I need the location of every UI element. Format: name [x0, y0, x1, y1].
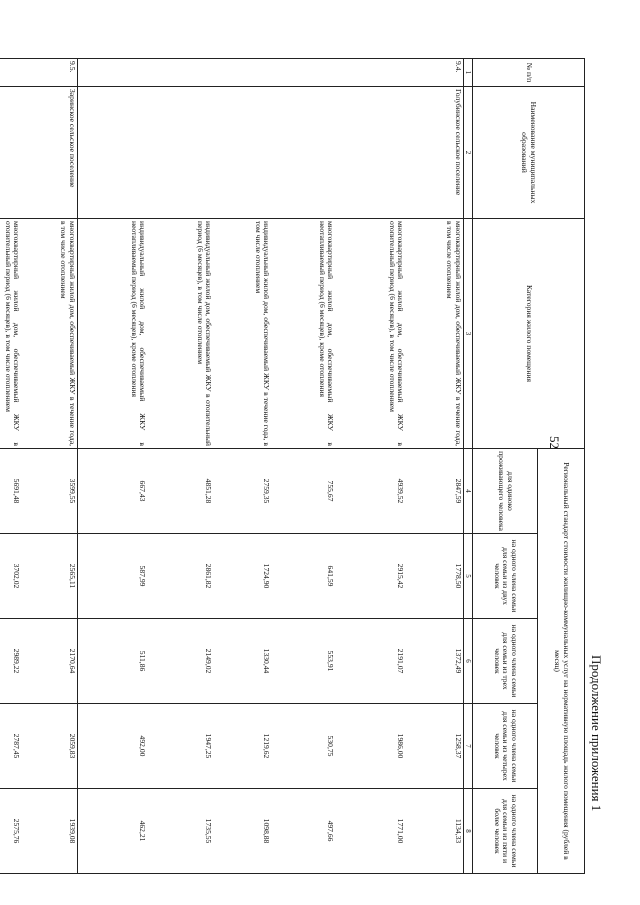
- header-municipality: Наименование муниципальных образований: [473, 87, 585, 219]
- value-cell: 1258,37: [405, 704, 463, 789]
- value-cell: 2847,59: [405, 449, 463, 534]
- value-cell: 3702,02: [0, 534, 21, 619]
- value-cell: 587,99: [77, 534, 147, 619]
- continuation-title: Продолжение приложения 1: [589, 655, 604, 812]
- value-cell: 2059,83: [21, 704, 77, 789]
- category-cell: индивидуальный жилой дом, обеспечиваемый ЖКУ в неотапливаемый период (6 месяцев), кроме отопления: [77, 219, 147, 449]
- value-cell: 2861,82: [147, 534, 213, 619]
- col-number: 1: [463, 59, 472, 87]
- header-category: Категория жилого помещения: [473, 219, 585, 449]
- value-cell: 1939,08: [21, 789, 77, 874]
- value-cell: 2565,11: [21, 534, 77, 619]
- value-cell: 1219,62: [213, 704, 271, 789]
- col-number: 4: [463, 449, 472, 534]
- section-9-5: [0, 59, 77, 874]
- value-cell: 2149,02: [147, 619, 213, 704]
- category-cell: индивидуальный жилой дом, обеспечиваемый ЖКУ в течение года, в том числе отоплением: [213, 219, 271, 449]
- value-cell: 2575,76: [0, 789, 21, 874]
- col-number: 8: [463, 789, 472, 874]
- value-cell: 1771,00: [335, 789, 405, 874]
- value-cell: 641,59: [271, 534, 335, 619]
- col-number: 2: [463, 87, 472, 219]
- value-cell: 1724,90: [213, 534, 271, 619]
- value-cell: 667,43: [77, 449, 147, 534]
- category-cell: индивидуальный жилой дом, обеспечиваемый ЖКУ в отопительный период (6 месяцев), в том числе отоплением: [147, 219, 213, 449]
- value-cell: 2759,35: [213, 449, 271, 534]
- col-number: 5: [463, 534, 472, 619]
- category-cell: многоквартирный жилой дом, обеспечиваемый ЖКУ в неотапливаемый период (6 месяцев), кроме отопления: [271, 219, 335, 449]
- header-sub3: на одного члена семьи для семьи из трех человек: [473, 619, 538, 704]
- tariff-table: [0, 58, 585, 874]
- section-number: 9.5.: [0, 59, 77, 87]
- category-cell: многоквартирный жилой дом, обеспечиваемый ЖКУ в течение года, в том числе отоплением: [21, 219, 77, 449]
- header-no: № п/п: [473, 59, 585, 87]
- value-cell: 497,66: [271, 789, 335, 874]
- value-cell: 1330,44: [213, 619, 271, 704]
- value-cell: 530,75: [271, 704, 335, 789]
- section-number: 9.4.: [77, 59, 463, 87]
- value-cell: 4939,52: [335, 449, 405, 534]
- value-cell: 1134,33: [405, 789, 463, 874]
- municipality-name: Заринское сельское поселение: [0, 87, 77, 219]
- page-number: 52: [547, 436, 562, 449]
- category-cell: многоквартирный жилой дом, обеспечиваемый ЖКУ в отопительный период (6 месяцев), в том числе отоплением: [335, 219, 405, 449]
- value-cell: 1947,25: [147, 704, 213, 789]
- section-9-4: [77, 59, 463, 874]
- header-sub4: на одного члена семьи для семьи из четырех человек: [473, 704, 538, 789]
- value-cell: 5691,48: [0, 449, 21, 534]
- col-number: 6: [463, 619, 472, 704]
- value-cell: 492,00: [77, 704, 147, 789]
- value-cell: 2170,64: [21, 619, 77, 704]
- value-cell: 1735,55: [147, 789, 213, 874]
- value-cell: 553,91: [271, 619, 335, 704]
- value-cell: 2989,22: [0, 619, 21, 704]
- col-number: 7: [463, 704, 472, 789]
- value-cell: 3599,55: [21, 449, 77, 534]
- header-sub5: на одного члена семьи для семьи из пяти и более человек: [473, 789, 538, 874]
- category-cell: многоквартирный жилой дом, обеспечиваемый ЖКУ в отопительный период (6 месяцев), в том числе отоплением: [0, 219, 21, 449]
- value-cell: 1372,49: [405, 619, 463, 704]
- municipality-name: Голубинское сельское поселение: [77, 87, 463, 219]
- header-sub2: на одного члена семьи для семьи из двух человек: [473, 534, 538, 619]
- value-cell: 1098,88: [213, 789, 271, 874]
- value-cell: 2787,45: [0, 704, 21, 789]
- col-number: 3: [463, 219, 472, 449]
- category-cell: многоквартирный жилой дом, обеспечиваемый ЖКУ в течение года, в том числе отоплением: [405, 219, 463, 449]
- value-cell: 2915,42: [335, 534, 405, 619]
- value-cell: 4851,28: [147, 449, 213, 534]
- value-cell: 1778,50: [405, 534, 463, 619]
- value-cell: 2191,07: [335, 619, 405, 704]
- value-cell: 511,86: [77, 619, 147, 704]
- header-sub1: для одиноко проживающего человека: [473, 449, 538, 534]
- header-group: Региональный стандарт стоимости жилищно-коммунальных услуг на нормативную площадь жилого помещения (рублей в месяц): [538, 449, 585, 874]
- value-cell: 462,21: [77, 789, 147, 874]
- value-cell: 755,67: [271, 449, 335, 534]
- value-cell: 1986,00: [335, 704, 405, 789]
